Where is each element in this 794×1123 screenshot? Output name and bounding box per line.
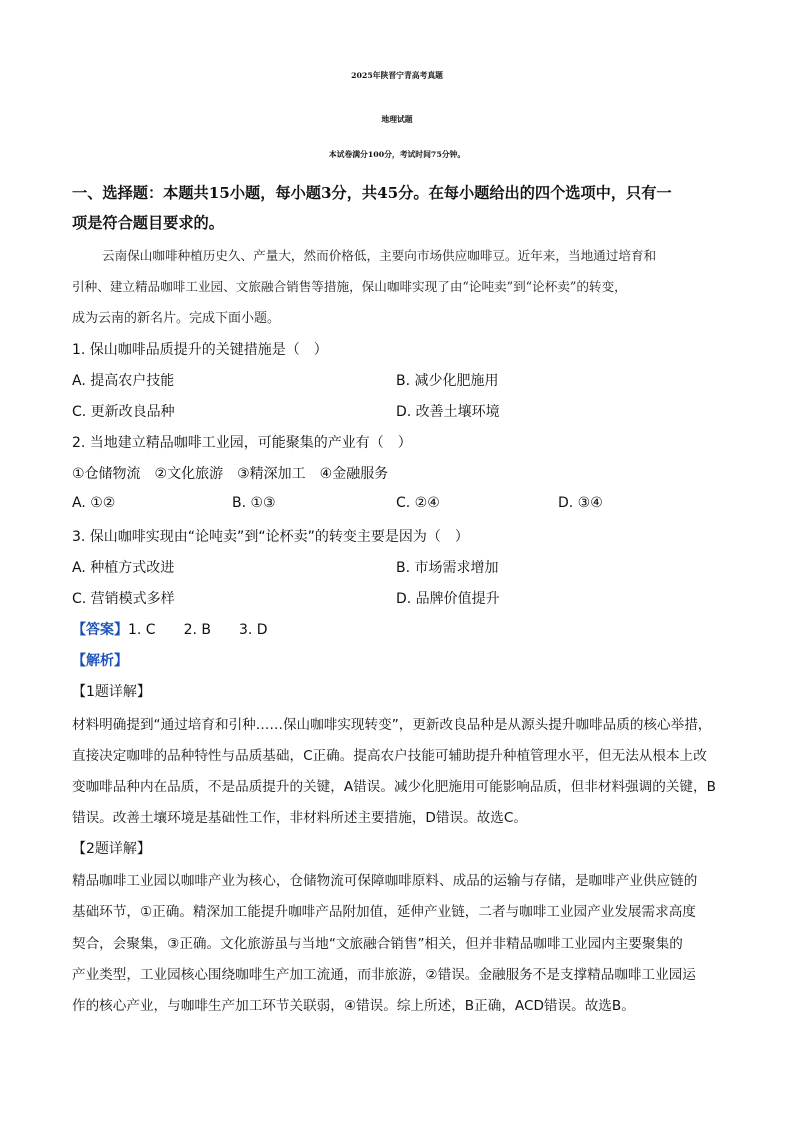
question-3-option-c: C. 营销模式多样 [72,591,175,607]
q2-detail-line: 契合，会聚集，③正确。文化旅游虽与当地“文旅融合销售”相关，但并非精品咖啡工业园内主要聚集的 [72,936,683,952]
question-1-option-d: D. 改善土壤环境 [396,404,500,420]
q1-detail-line: 材料明确提到“通过培育和引种……保山咖啡实现转变”，更新改良品种是从源头提升咖啡品质的核心举措， [72,717,712,733]
question-2-option-b: B. ①③ [232,495,276,511]
q1-detail-line: 直接决定咖啡的品种特性与品质基础，C正确。提高农户技能可辅助提升种植管理水平，但无法从根本上改 [72,748,707,764]
question-3-stem: 3. 保山咖啡实现由“论吨卖”到“论杯卖”的转变主要是因为（ ） [72,529,469,545]
question-2-option-d: D. ③④ [558,495,603,511]
q2-detail-line: 基础环节，①正确。精深加工能提升咖啡产品附加值，延伸产业链，二者与咖啡工业园产业发展需求高度 [72,904,696,920]
answer-tag: 【答案】 [72,622,128,638]
q1-detail-line: 错误。改善土壤环境是基础性工作，非材料所述主要措施，D错误。故选C。 [72,810,527,826]
answer-text: 1. C 2. B 3. D [128,622,268,638]
question-1-option-c: C. 更新改良品种 [72,404,175,420]
q2-detail-line: 产业类型，工业园核心围绕咖啡生产加工流通，而非旅游，②错误。金融服务不是支撑精品咖啡工业园运 [72,967,696,983]
q2-detail-header: 【2题详解】 [72,841,151,857]
section-instruction-line2: 项是符合题目要求的。 [72,214,224,232]
question-2-stem: 2. 当地建立精品咖啡工业园，可能聚集的产业有（ ） [72,435,412,451]
question-1-stem: 1. 保山咖啡品质提升的关键措施是（ ） [72,342,328,358]
passage-line3: 成为云南的新名片。完成下面小题。 [72,311,281,326]
question-3-option-b: B. 市场需求增加 [396,560,499,576]
q1-detail-header: 【1题详解】 [72,684,151,700]
question-3-option-a: A. 种植方式改进 [72,560,175,576]
question-1-option-b: B. 减少化肥施用 [396,373,499,389]
subject-title: 地理试题 [381,115,413,124]
question-3-option-d: D. 品牌价值提升 [396,591,500,607]
question-2-option-c: C. ②④ [396,495,440,511]
exam-info: 本试卷满分100分，考试时间75分钟。 [328,150,466,159]
question-2-option-a: A. ①② [72,495,116,511]
analysis-tag: 【解析】 [72,653,128,669]
exam-title: 2025年陕晋宁青高考真题 [351,71,443,80]
passage-line2: 引种、建立精品咖啡工业园、文旅融合销售等措施，保山咖啡实现了由“论吨卖”到“论杯卖”的转变， [72,279,627,294]
q2-detail-line: 精品咖啡工业园以咖啡产业为核心，仓储物流可保障咖啡原料、成品的运输与存储，是咖啡产业供应链的 [72,873,698,889]
q2-detail-line: 作的核心产业，与咖啡生产加工环节关联弱，④错误。综上所述，B正确，ACD错误。故选B。 [72,998,635,1014]
section-instruction-line1: 一、选择题：本题共15小题，每小题3分，共45分。在每小题给出的四个选项中，只有一 [72,184,672,202]
answer-row [72,619,268,639]
q1-detail-line: 变咖啡品种内在品质，不是品质提升的关键，A错误。减少化肥施用可能影响品质，但非材料强调的关键，B [72,779,716,795]
passage-line1: 云南保山咖啡种植历史久、产量大，然而价格低，主要向市场供应咖啡豆。近年来，当地通过培育和 [102,248,657,263]
question-2-items: ①仓储物流 ②文化旅游 ③精深加工 ④金融服务 [72,466,389,482]
question-1-option-a: A. 提高农户技能 [72,373,175,389]
